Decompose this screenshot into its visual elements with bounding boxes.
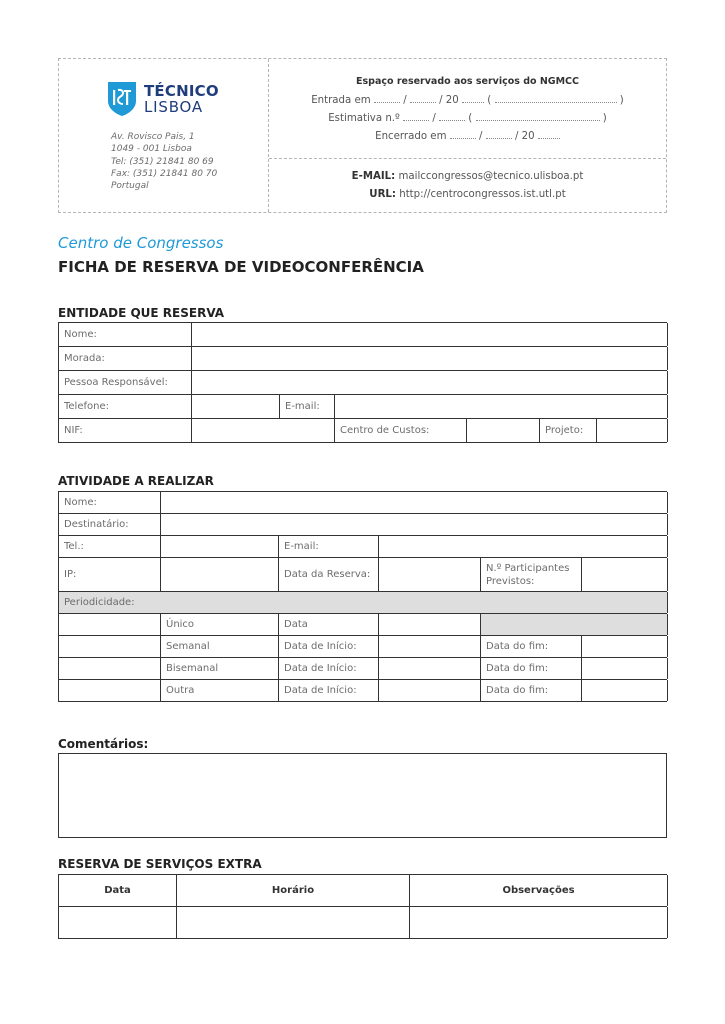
checkbox-semanal[interactable] <box>59 636 161 657</box>
table-row <box>59 419 667 443</box>
checkbox-bisemanal[interactable] <box>59 658 161 679</box>
section-heading-entidade: ENTIDADE QUE RESERVA <box>58 306 225 320</box>
label-morada: Morada: <box>59 347 192 370</box>
entidade-table <box>58 322 667 443</box>
disabled-cell <box>481 614 668 635</box>
label-email: E-mail: <box>280 395 335 418</box>
label-participantes <box>481 558 582 591</box>
label-data-inicio: Data de Início: <box>279 636 379 657</box>
label-centro-custos: Centro de Custos: <box>335 419 467 442</box>
table-row <box>59 323 667 347</box>
date-separator: / <box>403 95 407 106</box>
label-nif: NIF: <box>59 419 192 442</box>
address-line: Fax: (351) 21841 80 70 <box>111 168 218 179</box>
table-row <box>59 558 667 592</box>
input-extra-data[interactable] <box>59 907 177 938</box>
table-row <box>59 658 667 680</box>
label-pessoa-responsavel: Pessoa Responsável: <box>59 371 192 394</box>
extra-table <box>58 874 667 939</box>
entrada-month-blank[interactable] <box>410 94 436 103</box>
column-header-data: Data <box>59 875 177 906</box>
paren-open: ( <box>487 95 492 106</box>
label-destinatario: Destinatário: <box>59 514 161 535</box>
email-label: E-MAIL: <box>351 171 396 182</box>
input-semanal-inicio[interactable] <box>379 636 481 657</box>
table-row <box>59 636 667 658</box>
label-unico: Único <box>161 614 279 635</box>
label-telefone: Telefone: <box>59 395 192 418</box>
section-heading-comentarios: Comentários: <box>58 737 149 751</box>
paren-close: ) <box>602 113 607 124</box>
table-row <box>59 680 667 702</box>
tecnico-lisboa-logo <box>106 81 219 117</box>
table-row <box>59 614 667 636</box>
input-outra-fim[interactable] <box>582 680 668 701</box>
label-email: E-mail: <box>279 536 379 557</box>
input-outra-inicio[interactable] <box>379 680 481 701</box>
label-data-fim: Data do fim: <box>481 680 582 701</box>
table-header-row <box>59 875 667 907</box>
checkbox-unico[interactable] <box>59 614 161 635</box>
input-bisemanal-inicio[interactable] <box>379 658 481 679</box>
checkbox-outra[interactable] <box>59 680 161 701</box>
label-projeto: Projeto: <box>540 419 597 442</box>
table-row <box>59 907 667 939</box>
paren-close: ) <box>619 95 624 106</box>
input-extra-observacoes[interactable] <box>410 907 668 938</box>
input-data-unico[interactable] <box>379 614 481 635</box>
label-periodicidade: Periodicidade: <box>59 592 668 613</box>
input-participantes[interactable] <box>582 558 668 591</box>
address-line: Tel: (351) 21841 80 69 <box>111 156 214 167</box>
label-nome: Nome: <box>59 323 192 346</box>
label-ip: IP: <box>59 558 161 591</box>
entrada-notes-blank[interactable] <box>495 94 617 103</box>
email-line <box>269 171 666 182</box>
input-telefone[interactable] <box>192 395 280 418</box>
header-divider <box>269 158 666 159</box>
table-row <box>59 492 667 514</box>
estimativa-line <box>269 112 666 124</box>
input-semanal-fim[interactable] <box>582 636 668 657</box>
label-nome: Nome: <box>59 492 161 513</box>
input-bisemanal-fim[interactable] <box>582 658 668 679</box>
entrada-day-blank[interactable] <box>374 94 400 103</box>
page-subtitle: Centro de Congressos <box>58 234 224 252</box>
input-email[interactable] <box>379 536 668 557</box>
label-data-inicio: Data de Início: <box>279 658 379 679</box>
date-separator: / 20 <box>514 131 535 142</box>
comentarios-textarea[interactable] <box>58 753 667 838</box>
label-participantes-line1: N.º Participantes <box>486 562 570 574</box>
header-left <box>59 59 269 212</box>
encerrado-label: Encerrado em <box>375 131 447 142</box>
table-row <box>59 395 667 419</box>
input-entidade-nome[interactable] <box>192 323 668 346</box>
encerrado-day-blank[interactable] <box>450 130 476 139</box>
label-outra: Outra <box>161 680 279 701</box>
section-heading-atividade: ATIVIDADE A REALIZAR <box>58 474 214 488</box>
email-link[interactable]: mailccongressos@tecnico.ulisboa.pt <box>398 171 584 182</box>
input-atividade-nome[interactable] <box>161 492 668 513</box>
estimativa-year-blank[interactable] <box>439 112 465 121</box>
input-data-reserva[interactable] <box>379 558 481 591</box>
entrada-label: Entrada em <box>311 95 371 106</box>
section-heading-extra: RESERVA DE SERVIÇOS EXTRA <box>58 857 262 871</box>
table-row <box>59 347 667 371</box>
header-box <box>58 58 667 213</box>
input-projeto[interactable] <box>597 419 668 442</box>
separator: / <box>432 113 436 124</box>
address-line: Portugal <box>111 181 149 192</box>
estimativa-number-blank[interactable] <box>403 112 429 121</box>
input-centro-custos[interactable] <box>467 419 540 442</box>
address-block <box>111 131 217 192</box>
label-data-fim: Data do fim: <box>481 658 582 679</box>
label-bisemanal: Bisemanal <box>161 658 279 679</box>
address-line: 1049 - 001 Lisboa <box>111 144 192 155</box>
url-label: URL: <box>369 189 396 200</box>
input-ip[interactable] <box>161 558 279 591</box>
ist-shield-icon <box>106 81 138 117</box>
label-semanal: Semanal <box>161 636 279 657</box>
entrada-year-blank[interactable] <box>462 94 484 103</box>
header-right <box>269 59 666 212</box>
entrada-line <box>269 94 666 106</box>
date-separator: / <box>479 131 483 142</box>
input-extra-horario[interactable] <box>177 907 410 938</box>
label-data-fim: Data do fim: <box>481 636 582 657</box>
label-data-inicio: Data de Início: <box>279 680 379 701</box>
encerrado-year-blank[interactable] <box>538 130 560 139</box>
input-pessoa-responsavel[interactable] <box>192 371 668 394</box>
page-title: FICHA DE RESERVA DE VIDEOCONFERÊNCIA <box>58 258 424 276</box>
input-nif[interactable] <box>192 419 335 442</box>
url-link[interactable]: http://centrocongressos.ist.utl.pt <box>399 189 566 200</box>
address-line: Av. Rovisco Pais, 1 <box>111 132 195 142</box>
paren-open: ( <box>468 113 473 124</box>
label-tel: Tel.: <box>59 536 161 557</box>
encerrado-month-blank[interactable] <box>486 130 512 139</box>
table-row <box>59 371 667 395</box>
reserved-title: Espaço reservado aos serviços do NGMCC <box>356 76 579 87</box>
table-row <box>59 514 667 536</box>
estimativa-notes-blank[interactable] <box>476 112 600 121</box>
estimativa-label: Estimativa n.º <box>328 113 400 124</box>
url-line <box>269 189 666 200</box>
column-header-observacoes: Observações <box>410 875 668 906</box>
logo-word-tecnico: TÉCNICO <box>144 82 219 100</box>
table-row-periodicidade <box>59 592 667 614</box>
label-data: Data <box>279 614 379 635</box>
input-email[interactable] <box>335 395 668 418</box>
input-morada[interactable] <box>192 347 668 370</box>
table-row <box>59 536 667 558</box>
input-destinatario[interactable] <box>161 514 668 535</box>
input-tel[interactable] <box>161 536 279 557</box>
label-data-reserva: Data da Reserva: <box>279 558 379 591</box>
column-header-horario: Horário <box>177 875 410 906</box>
date-separator: / 20 <box>439 95 459 106</box>
atividade-table <box>58 491 667 702</box>
logo-word-lisboa: LISBOA <box>144 98 203 116</box>
encerrado-line <box>269 130 666 142</box>
label-participantes-line2: Previstos: <box>486 575 535 587</box>
